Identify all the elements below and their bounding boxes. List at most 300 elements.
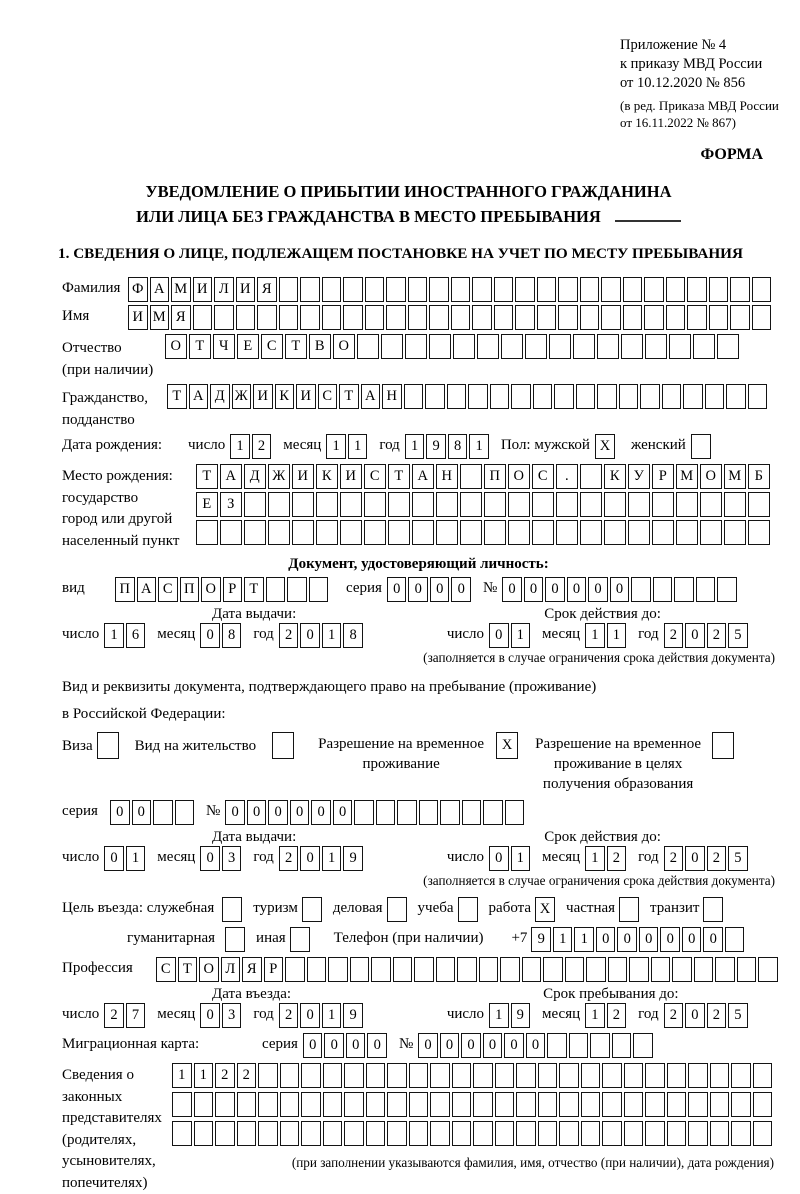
char-cell[interactable] bbox=[381, 334, 403, 359]
char-cell[interactable]: С bbox=[364, 464, 386, 489]
char-cell[interactable]: Д bbox=[244, 464, 266, 489]
char-cell[interactable]: 8 bbox=[343, 623, 363, 648]
char-cell[interactable] bbox=[430, 1092, 450, 1117]
char-cell[interactable]: 0 bbox=[346, 1033, 366, 1058]
char-cell[interactable] bbox=[688, 1063, 708, 1088]
char-cell[interactable] bbox=[667, 1121, 687, 1146]
char-cell[interactable] bbox=[715, 957, 735, 982]
char-cell[interactable] bbox=[364, 492, 386, 517]
char-cell[interactable] bbox=[494, 305, 514, 330]
char-cell[interactable]: 1 bbox=[172, 1063, 192, 1088]
char-cell[interactable] bbox=[556, 520, 578, 545]
char-cell[interactable]: Т bbox=[285, 334, 307, 359]
char-cell[interactable]: М bbox=[171, 277, 191, 302]
char-cell[interactable] bbox=[376, 800, 396, 825]
char-cell[interactable]: 1 bbox=[194, 1063, 214, 1088]
char-cell[interactable]: 2 bbox=[279, 623, 299, 648]
char-cell[interactable]: Р bbox=[264, 957, 284, 982]
char-cell[interactable]: С bbox=[158, 577, 178, 602]
char-cell[interactable] bbox=[225, 927, 245, 952]
char-cell[interactable]: О bbox=[199, 957, 219, 982]
char-cell[interactable] bbox=[693, 334, 715, 359]
char-cell[interactable] bbox=[322, 277, 342, 302]
char-cell[interactable]: 1 bbox=[405, 434, 425, 459]
char-cell[interactable] bbox=[316, 520, 338, 545]
char-cell[interactable] bbox=[559, 1121, 579, 1146]
char-cell[interactable]: 1 bbox=[230, 434, 250, 459]
char-cell[interactable] bbox=[501, 334, 523, 359]
char-cell[interactable]: 2 bbox=[664, 1003, 684, 1028]
char-cell[interactable]: Я bbox=[171, 305, 191, 330]
char-cell[interactable]: 0 bbox=[408, 577, 428, 602]
char-cell[interactable]: Д bbox=[210, 384, 230, 409]
char-cell[interactable]: 1 bbox=[511, 623, 531, 648]
char-cell[interactable] bbox=[473, 1121, 493, 1146]
char-cell[interactable]: 0 bbox=[300, 1003, 320, 1028]
char-cell[interactable]: А bbox=[137, 577, 157, 602]
char-cell[interactable]: Я bbox=[257, 277, 277, 302]
char-cell[interactable]: 0 bbox=[682, 927, 702, 952]
char-cell[interactable] bbox=[300, 277, 320, 302]
char-cell[interactable]: 1 bbox=[126, 846, 146, 871]
char-cell[interactable] bbox=[581, 1121, 601, 1146]
char-cell[interactable] bbox=[458, 897, 478, 922]
char-cell[interactable] bbox=[604, 492, 626, 517]
char-cell[interactable] bbox=[709, 305, 729, 330]
char-cell[interactable] bbox=[436, 520, 458, 545]
char-cell[interactable] bbox=[495, 1063, 515, 1088]
char-cell[interactable]: 1 bbox=[585, 623, 605, 648]
char-cell[interactable] bbox=[473, 1063, 493, 1088]
char-cell[interactable] bbox=[460, 492, 482, 517]
char-cell[interactable]: 1 bbox=[322, 846, 342, 871]
char-cell[interactable]: И bbox=[340, 464, 362, 489]
char-cell[interactable] bbox=[687, 305, 707, 330]
char-cell[interactable] bbox=[601, 277, 621, 302]
char-cell[interactable] bbox=[652, 520, 674, 545]
char-cell[interactable]: 1 bbox=[322, 623, 342, 648]
char-cell[interactable] bbox=[387, 1063, 407, 1088]
char-cell[interactable] bbox=[516, 1063, 536, 1088]
char-cell[interactable]: 1 bbox=[574, 927, 594, 952]
char-cell[interactable] bbox=[753, 1092, 773, 1117]
char-cell[interactable] bbox=[462, 800, 482, 825]
char-cell[interactable]: 1 bbox=[607, 623, 627, 648]
char-cell[interactable] bbox=[272, 732, 294, 759]
char-cell[interactable] bbox=[532, 520, 554, 545]
char-cell[interactable]: 0 bbox=[451, 577, 471, 602]
char-cell[interactable]: X bbox=[496, 732, 518, 759]
char-cell[interactable] bbox=[344, 1092, 364, 1117]
char-cell[interactable]: 1 bbox=[585, 846, 605, 871]
char-cell[interactable]: 6 bbox=[126, 623, 146, 648]
char-cell[interactable]: Ч bbox=[213, 334, 235, 359]
char-cell[interactable] bbox=[292, 520, 314, 545]
char-cell[interactable] bbox=[515, 305, 535, 330]
char-cell[interactable] bbox=[453, 334, 475, 359]
char-cell[interactable]: О bbox=[165, 334, 187, 359]
char-cell[interactable] bbox=[258, 1092, 278, 1117]
char-cell[interactable] bbox=[758, 957, 778, 982]
char-cell[interactable]: С bbox=[261, 334, 283, 359]
char-cell[interactable] bbox=[307, 957, 327, 982]
char-cell[interactable] bbox=[452, 1063, 472, 1088]
char-cell[interactable] bbox=[290, 927, 310, 952]
char-cell[interactable] bbox=[558, 277, 578, 302]
char-cell[interactable]: 7 bbox=[126, 1003, 146, 1028]
char-cell[interactable] bbox=[236, 305, 256, 330]
char-cell[interactable]: И bbox=[296, 384, 316, 409]
char-cell[interactable] bbox=[309, 577, 329, 602]
char-cell[interactable]: 1 bbox=[469, 434, 489, 459]
char-cell[interactable]: Л bbox=[214, 277, 234, 302]
char-cell[interactable] bbox=[429, 305, 449, 330]
char-cell[interactable] bbox=[472, 277, 492, 302]
char-cell[interactable] bbox=[393, 957, 413, 982]
char-cell[interactable] bbox=[624, 1092, 644, 1117]
char-cell[interactable]: И bbox=[292, 464, 314, 489]
char-cell[interactable] bbox=[436, 957, 456, 982]
char-cell[interactable] bbox=[558, 305, 578, 330]
char-cell[interactable] bbox=[387, 897, 407, 922]
char-cell[interactable] bbox=[508, 492, 530, 517]
char-cell[interactable] bbox=[717, 577, 737, 602]
char-cell[interactable] bbox=[414, 957, 434, 982]
char-cell[interactable]: 1 bbox=[511, 846, 531, 871]
char-cell[interactable] bbox=[220, 520, 242, 545]
char-cell[interactable] bbox=[409, 1092, 429, 1117]
char-cell[interactable] bbox=[752, 277, 772, 302]
char-cell[interactable]: Л bbox=[221, 957, 241, 982]
char-cell[interactable] bbox=[483, 800, 503, 825]
char-cell[interactable] bbox=[653, 577, 673, 602]
char-cell[interactable]: 2 bbox=[279, 1003, 299, 1028]
char-cell[interactable]: П bbox=[484, 464, 506, 489]
char-cell[interactable]: 2 bbox=[707, 1003, 727, 1028]
char-cell[interactable] bbox=[559, 1092, 579, 1117]
char-cell[interactable] bbox=[710, 1063, 730, 1088]
char-cell[interactable] bbox=[404, 384, 424, 409]
char-cell[interactable] bbox=[651, 957, 671, 982]
char-cell[interactable]: 0 bbox=[200, 846, 220, 871]
char-cell[interactable]: 1 bbox=[326, 434, 346, 459]
char-cell[interactable]: 0 bbox=[660, 927, 680, 952]
char-cell[interactable] bbox=[397, 800, 417, 825]
char-cell[interactable] bbox=[490, 384, 510, 409]
char-cell[interactable]: Ж bbox=[232, 384, 252, 409]
char-cell[interactable] bbox=[608, 957, 628, 982]
char-cell[interactable] bbox=[676, 492, 698, 517]
char-cell[interactable]: 2 bbox=[252, 434, 272, 459]
char-cell[interactable]: 0 bbox=[367, 1033, 387, 1058]
char-cell[interactable]: 0 bbox=[483, 1033, 503, 1058]
char-cell[interactable] bbox=[215, 1092, 235, 1117]
char-cell[interactable]: 3 bbox=[222, 846, 242, 871]
char-cell[interactable] bbox=[549, 334, 571, 359]
char-cell[interactable] bbox=[328, 957, 348, 982]
char-cell[interactable] bbox=[153, 800, 173, 825]
char-cell[interactable] bbox=[430, 1121, 450, 1146]
char-cell[interactable]: Е bbox=[237, 334, 259, 359]
char-cell[interactable] bbox=[590, 1033, 610, 1058]
char-cell[interactable]: 0 bbox=[300, 846, 320, 871]
char-cell[interactable] bbox=[237, 1121, 257, 1146]
char-cell[interactable] bbox=[569, 1033, 589, 1058]
char-cell[interactable] bbox=[676, 520, 698, 545]
char-cell[interactable]: О bbox=[333, 334, 355, 359]
char-cell[interactable] bbox=[516, 1092, 536, 1117]
char-cell[interactable] bbox=[645, 334, 667, 359]
char-cell[interactable]: 0 bbox=[200, 1003, 220, 1028]
char-cell[interactable] bbox=[409, 1063, 429, 1088]
char-cell[interactable]: 0 bbox=[703, 927, 723, 952]
char-cell[interactable]: 2 bbox=[104, 1003, 124, 1028]
char-cell[interactable] bbox=[409, 1121, 429, 1146]
char-cell[interactable] bbox=[366, 1121, 386, 1146]
char-cell[interactable] bbox=[194, 1121, 214, 1146]
char-cell[interactable] bbox=[285, 957, 305, 982]
char-cell[interactable]: С bbox=[532, 464, 554, 489]
char-cell[interactable] bbox=[565, 957, 585, 982]
char-cell[interactable]: П bbox=[115, 577, 135, 602]
char-cell[interactable] bbox=[753, 1121, 773, 1146]
char-cell[interactable] bbox=[340, 492, 362, 517]
char-cell[interactable]: Ф bbox=[128, 277, 148, 302]
char-cell[interactable] bbox=[631, 577, 651, 602]
char-cell[interactable] bbox=[556, 492, 578, 517]
char-cell[interactable]: Р bbox=[652, 464, 674, 489]
char-cell[interactable] bbox=[452, 1121, 472, 1146]
char-cell[interactable] bbox=[484, 520, 506, 545]
char-cell[interactable] bbox=[752, 305, 772, 330]
char-cell[interactable]: 9 bbox=[343, 846, 363, 871]
char-cell[interactable] bbox=[667, 1063, 687, 1088]
char-cell[interactable]: Т bbox=[178, 957, 198, 982]
char-cell[interactable] bbox=[703, 897, 723, 922]
char-cell[interactable] bbox=[460, 520, 482, 545]
char-cell[interactable]: 2 bbox=[664, 846, 684, 871]
char-cell[interactable] bbox=[717, 334, 739, 359]
char-cell[interactable] bbox=[408, 277, 428, 302]
char-cell[interactable] bbox=[730, 277, 750, 302]
char-cell[interactable] bbox=[500, 957, 520, 982]
char-cell[interactable] bbox=[621, 334, 643, 359]
char-cell[interactable] bbox=[623, 305, 643, 330]
char-cell[interactable] bbox=[748, 384, 768, 409]
char-cell[interactable] bbox=[601, 305, 621, 330]
char-cell[interactable]: 5 bbox=[728, 1003, 748, 1028]
char-cell[interactable] bbox=[515, 277, 535, 302]
char-cell[interactable] bbox=[619, 897, 639, 922]
char-cell[interactable] bbox=[257, 305, 277, 330]
char-cell[interactable] bbox=[494, 277, 514, 302]
char-cell[interactable]: И bbox=[236, 277, 256, 302]
char-cell[interactable]: 2 bbox=[607, 846, 627, 871]
char-cell[interactable] bbox=[364, 520, 386, 545]
char-cell[interactable] bbox=[279, 305, 299, 330]
char-cell[interactable]: К bbox=[275, 384, 295, 409]
char-cell[interactable]: Т bbox=[189, 334, 211, 359]
char-cell[interactable] bbox=[597, 334, 619, 359]
char-cell[interactable] bbox=[705, 384, 725, 409]
char-cell[interactable]: 1 bbox=[322, 1003, 342, 1028]
char-cell[interactable] bbox=[350, 957, 370, 982]
char-cell[interactable] bbox=[472, 305, 492, 330]
char-cell[interactable] bbox=[280, 1063, 300, 1088]
char-cell[interactable]: 2 bbox=[664, 623, 684, 648]
char-cell[interactable]: 3 bbox=[222, 1003, 242, 1028]
char-cell[interactable]: 0 bbox=[461, 1033, 481, 1058]
char-cell[interactable]: 0 bbox=[387, 577, 407, 602]
char-cell[interactable] bbox=[629, 957, 649, 982]
char-cell[interactable] bbox=[457, 957, 477, 982]
char-cell[interactable]: 1 bbox=[553, 927, 573, 952]
char-cell[interactable]: 9 bbox=[426, 434, 446, 459]
char-cell[interactable] bbox=[388, 492, 410, 517]
char-cell[interactable]: Н bbox=[382, 384, 402, 409]
char-cell[interactable] bbox=[214, 305, 234, 330]
char-cell[interactable] bbox=[724, 520, 746, 545]
char-cell[interactable]: . bbox=[556, 464, 578, 489]
char-cell[interactable] bbox=[451, 277, 471, 302]
char-cell[interactable] bbox=[477, 334, 499, 359]
char-cell[interactable] bbox=[323, 1121, 343, 1146]
char-cell[interactable]: 9 bbox=[511, 1003, 531, 1028]
char-cell[interactable] bbox=[628, 520, 650, 545]
char-cell[interactable] bbox=[573, 334, 595, 359]
char-cell[interactable]: У bbox=[628, 464, 650, 489]
char-cell[interactable]: X bbox=[595, 434, 615, 459]
char-cell[interactable]: 0 bbox=[311, 800, 331, 825]
char-cell[interactable] bbox=[193, 305, 213, 330]
char-cell[interactable] bbox=[602, 1063, 622, 1088]
char-cell[interactable] bbox=[340, 520, 362, 545]
char-cell[interactable] bbox=[525, 334, 547, 359]
char-cell[interactable]: 0 bbox=[440, 1033, 460, 1058]
char-cell[interactable] bbox=[436, 492, 458, 517]
char-cell[interactable]: Р bbox=[223, 577, 243, 602]
char-cell[interactable] bbox=[580, 520, 602, 545]
char-cell[interactable] bbox=[280, 1092, 300, 1117]
char-cell[interactable] bbox=[731, 1121, 751, 1146]
char-cell[interactable]: А bbox=[361, 384, 381, 409]
char-cell[interactable] bbox=[633, 1033, 653, 1058]
char-cell[interactable] bbox=[268, 520, 290, 545]
char-cell[interactable]: Т bbox=[388, 464, 410, 489]
char-cell[interactable] bbox=[748, 492, 770, 517]
char-cell[interactable]: М bbox=[724, 464, 746, 489]
char-cell[interactable] bbox=[580, 277, 600, 302]
char-cell[interactable] bbox=[244, 520, 266, 545]
char-cell[interactable] bbox=[301, 1063, 321, 1088]
char-cell[interactable] bbox=[580, 305, 600, 330]
char-cell[interactable] bbox=[302, 897, 322, 922]
char-cell[interactable]: 0 bbox=[290, 800, 310, 825]
char-cell[interactable]: 0 bbox=[489, 623, 509, 648]
char-cell[interactable] bbox=[726, 384, 746, 409]
char-cell[interactable] bbox=[581, 1063, 601, 1088]
char-cell[interactable]: 0 bbox=[685, 846, 705, 871]
char-cell[interactable] bbox=[258, 1121, 278, 1146]
char-cell[interactable]: О bbox=[700, 464, 722, 489]
char-cell[interactable]: 1 bbox=[585, 1003, 605, 1028]
char-cell[interactable] bbox=[537, 305, 557, 330]
char-cell[interactable] bbox=[554, 384, 574, 409]
char-cell[interactable]: Н bbox=[436, 464, 458, 489]
char-cell[interactable] bbox=[623, 277, 643, 302]
char-cell[interactable]: В bbox=[309, 334, 331, 359]
char-cell[interactable]: Т bbox=[244, 577, 264, 602]
char-cell[interactable] bbox=[624, 1121, 644, 1146]
char-cell[interactable] bbox=[645, 1092, 665, 1117]
char-cell[interactable] bbox=[429, 277, 449, 302]
char-cell[interactable] bbox=[533, 384, 553, 409]
char-cell[interactable] bbox=[511, 384, 531, 409]
char-cell[interactable] bbox=[624, 1063, 644, 1088]
char-cell[interactable] bbox=[694, 957, 714, 982]
char-cell[interactable]: Е bbox=[196, 492, 218, 517]
char-cell[interactable] bbox=[667, 1092, 687, 1117]
char-cell[interactable] bbox=[674, 577, 694, 602]
char-cell[interactable]: 8 bbox=[448, 434, 468, 459]
char-cell[interactable] bbox=[612, 1033, 632, 1058]
char-cell[interactable]: И bbox=[128, 305, 148, 330]
char-cell[interactable]: О bbox=[508, 464, 530, 489]
char-cell[interactable] bbox=[301, 1092, 321, 1117]
char-cell[interactable]: 0 bbox=[418, 1033, 438, 1058]
char-cell[interactable] bbox=[576, 384, 596, 409]
char-cell[interactable]: А bbox=[412, 464, 434, 489]
char-cell[interactable]: А bbox=[220, 464, 242, 489]
char-cell[interactable] bbox=[405, 334, 427, 359]
char-cell[interactable]: 2 bbox=[237, 1063, 257, 1088]
char-cell[interactable] bbox=[580, 464, 602, 489]
char-cell[interactable] bbox=[586, 957, 606, 982]
char-cell[interactable]: Т bbox=[167, 384, 187, 409]
char-cell[interactable] bbox=[687, 277, 707, 302]
char-cell[interactable] bbox=[688, 1092, 708, 1117]
char-cell[interactable]: 0 bbox=[567, 577, 587, 602]
char-cell[interactable] bbox=[425, 384, 445, 409]
char-cell[interactable] bbox=[196, 520, 218, 545]
char-cell[interactable]: 0 bbox=[200, 623, 220, 648]
char-cell[interactable] bbox=[547, 1033, 567, 1058]
char-cell[interactable] bbox=[430, 1063, 450, 1088]
char-cell[interactable]: Т bbox=[196, 464, 218, 489]
char-cell[interactable] bbox=[753, 1063, 773, 1088]
char-cell[interactable] bbox=[666, 305, 686, 330]
char-cell[interactable] bbox=[365, 277, 385, 302]
char-cell[interactable] bbox=[479, 957, 499, 982]
char-cell[interactable]: 0 bbox=[225, 800, 245, 825]
char-cell[interactable] bbox=[522, 957, 542, 982]
char-cell[interactable] bbox=[580, 492, 602, 517]
char-cell[interactable] bbox=[537, 277, 557, 302]
char-cell[interactable] bbox=[473, 1092, 493, 1117]
char-cell[interactable] bbox=[748, 520, 770, 545]
char-cell[interactable] bbox=[688, 1121, 708, 1146]
char-cell[interactable]: 1 bbox=[104, 623, 124, 648]
char-cell[interactable] bbox=[495, 1092, 515, 1117]
char-cell[interactable] bbox=[505, 800, 525, 825]
char-cell[interactable]: 2 bbox=[215, 1063, 235, 1088]
char-cell[interactable] bbox=[604, 520, 626, 545]
char-cell[interactable] bbox=[737, 957, 757, 982]
char-cell[interactable] bbox=[644, 305, 664, 330]
char-cell[interactable] bbox=[672, 957, 692, 982]
char-cell[interactable]: 5 bbox=[728, 846, 748, 871]
char-cell[interactable]: Я bbox=[242, 957, 262, 982]
